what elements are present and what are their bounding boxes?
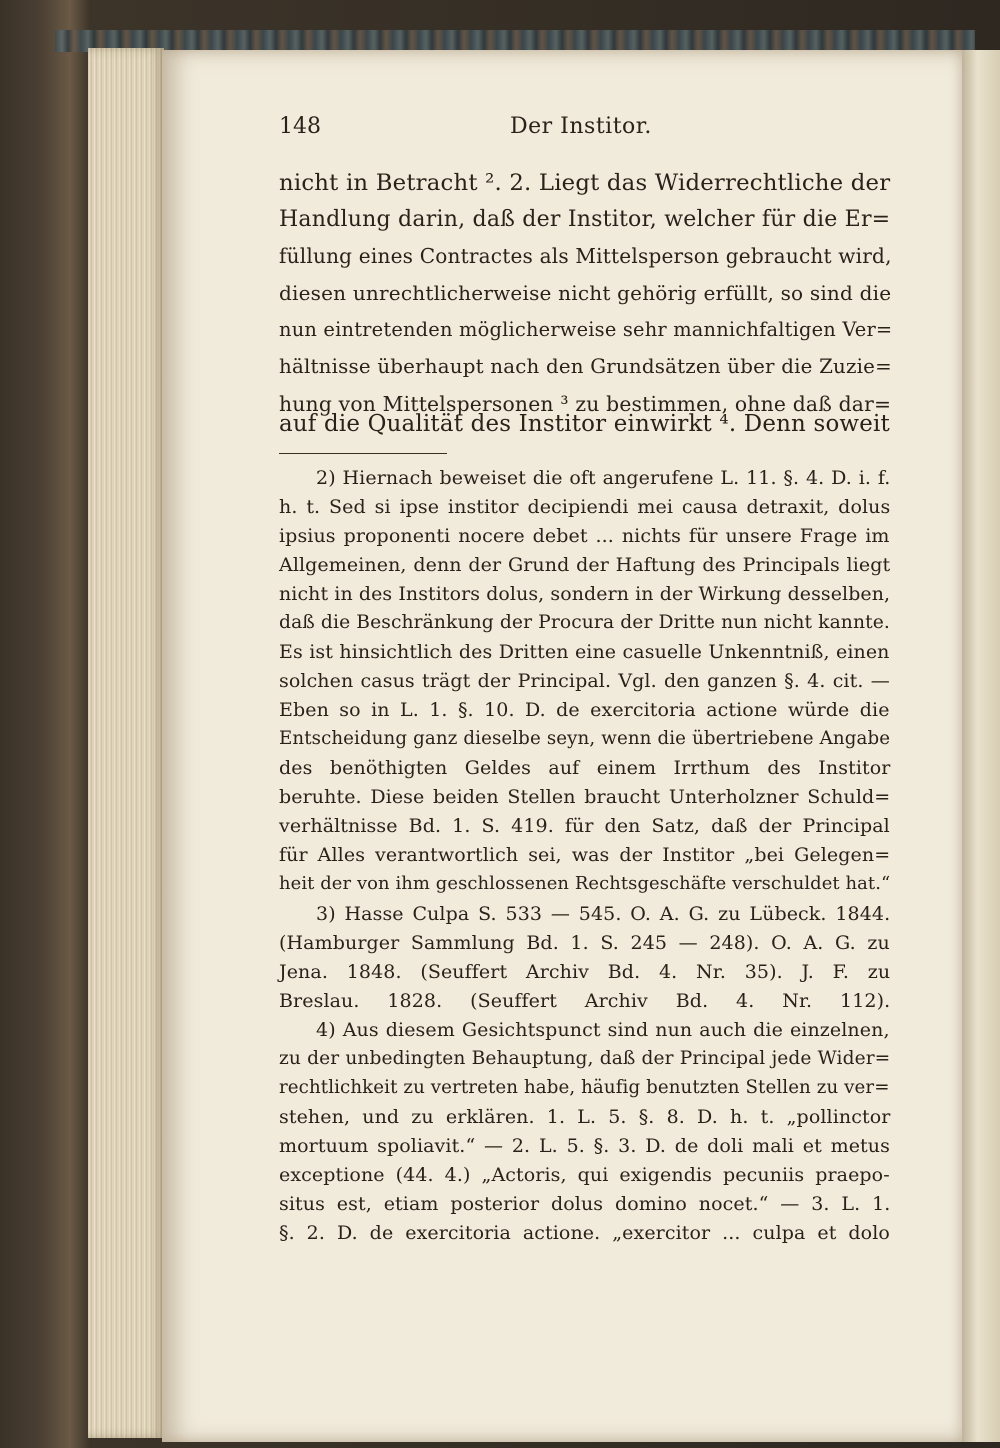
marbled-cover-edge bbox=[55, 30, 975, 52]
footnote-line: Breslau. 1828. (Seuffert Archiv Bd. 4. Nr. 112). bbox=[279, 990, 891, 1012]
facing-page-edge bbox=[962, 50, 1000, 1442]
running-title: Der Institor. bbox=[510, 114, 652, 139]
footnote-line: Entscheidung ganz dieselbe seyn, wenn die übertriebene Angabe bbox=[279, 728, 891, 749]
footnote-line: Allgemeinen, denn der Grund der Haftung des Principals liegt bbox=[279, 554, 891, 576]
footnote-line: daß die Beschränkung der Procura der Dritte nun nicht kannte. bbox=[279, 612, 890, 633]
page-number: 148 bbox=[279, 114, 321, 139]
footnote-line: exceptione (44. 4.) „Actoris, qui exigendis pecuniis praepo- bbox=[279, 1164, 890, 1186]
footnote-line: solchen casus trägt der Principal. Vgl. den ganzen §. 4. cit. — bbox=[279, 670, 890, 692]
footnote-rule bbox=[279, 453, 447, 454]
main-text-line: diesen unrechtlicherweise nicht gehörig erfüllt, so sind die bbox=[279, 281, 892, 305]
footnote-line: zu der unbedingten Behauptung, daß der Principal jede Wider= bbox=[279, 1048, 891, 1069]
footnote-line: stehen, und zu erklären. 1. L. 5. §. 8. D. h. t. „pollinctor bbox=[279, 1106, 891, 1128]
footnote-line: 4) Aus diesem Gesichtspunct sind nun auch die einzelnen, bbox=[316, 1019, 890, 1041]
footnote-line: nicht in des Institors dolus, sondern in der Wirkung desselben, bbox=[279, 583, 891, 605]
main-text-line: auf die Qualität des Institor einwirkt ⁴. Denn soweit bbox=[279, 411, 890, 437]
main-text-line: hung von Mittelspersonen ³ zu bestimmen, ohne daß dar= bbox=[279, 392, 892, 416]
footnote-line: beruhte. Diese beiden Stellen braucht Unterholzner Schuld= bbox=[279, 786, 891, 808]
footnote-line: heit der von ihm geschlossenen Rechtsgeschäfte verschuldet hat.“ bbox=[279, 873, 891, 894]
footnote-line: ipsius proponenti nocere debet ... nichts für unsere Frage im bbox=[279, 525, 890, 547]
footnote-line: §. 2. D. de exercitoria actione. „exercitor ... culpa et dolo bbox=[279, 1222, 890, 1244]
footnote-line: Jena. 1848. (Seuffert Archiv Bd. 4. Nr. 35). J. F. zu bbox=[279, 961, 891, 983]
main-text-line: nun eintretenden möglicherweise sehr mannichfaltigen Ver= bbox=[279, 318, 893, 341]
footnote-line: für Alles verantwortlich sei, was der Institor „bei Gelegen= bbox=[279, 844, 891, 866]
footnote-line: h. t. Sed si ipse institor decipiendi mei causa detraxit, dolus bbox=[279, 496, 891, 518]
footnote-line: mortuum spoliavit.“ — 2. L. 5. §. 3. D. de doli mali et metus bbox=[279, 1135, 890, 1157]
main-text-line: füllung eines Contractes als Mittelsperson gebraucht wird, bbox=[279, 244, 892, 268]
main-text-line: hältnisse überhaupt nach den Grundsätzen über die Zuzie= bbox=[279, 355, 892, 378]
page-stack-edge bbox=[88, 48, 164, 1438]
footnote-line: 3) Hasse Culpa S. 533 — 545. O. A. G. zu Lübeck. 1844. bbox=[316, 903, 891, 925]
footnote-line: Es ist hinsichtlich des Dritten eine casuelle Unkenntniß, einen bbox=[279, 641, 890, 663]
footnote-line: des benöthigten Geldes auf einem Irrthum des Institor bbox=[279, 757, 891, 779]
footnote-line: (Hamburger Sammlung Bd. 1. S. 245 — 248). O. A. G. zu bbox=[279, 932, 890, 954]
footnote-line: rechtlichkeit zu vertreten habe, häufig benutzten Stellen zu ver= bbox=[279, 1077, 890, 1098]
footnote-line: verhältnisse Bd. 1. S. 419. für den Satz, daß der Principal bbox=[279, 815, 890, 837]
footnote-line: situs est, etiam posterior dolus domino nocet.“ — 3. L. 1. bbox=[279, 1193, 891, 1215]
footnote-line: 2) Hiernach beweiset die oft angerufene L. 11. §. 4. D. i. f. bbox=[316, 467, 891, 489]
footnote-line: Eben so in L. 1. §. 10. D. de exercitoria actione würde die bbox=[279, 699, 890, 721]
main-text-line: Handlung darin, daß der Institor, welcher für die Er= bbox=[279, 207, 891, 232]
main-text-line: nicht in Betracht ². 2. Liegt das Widerrechtliche der bbox=[279, 170, 891, 196]
